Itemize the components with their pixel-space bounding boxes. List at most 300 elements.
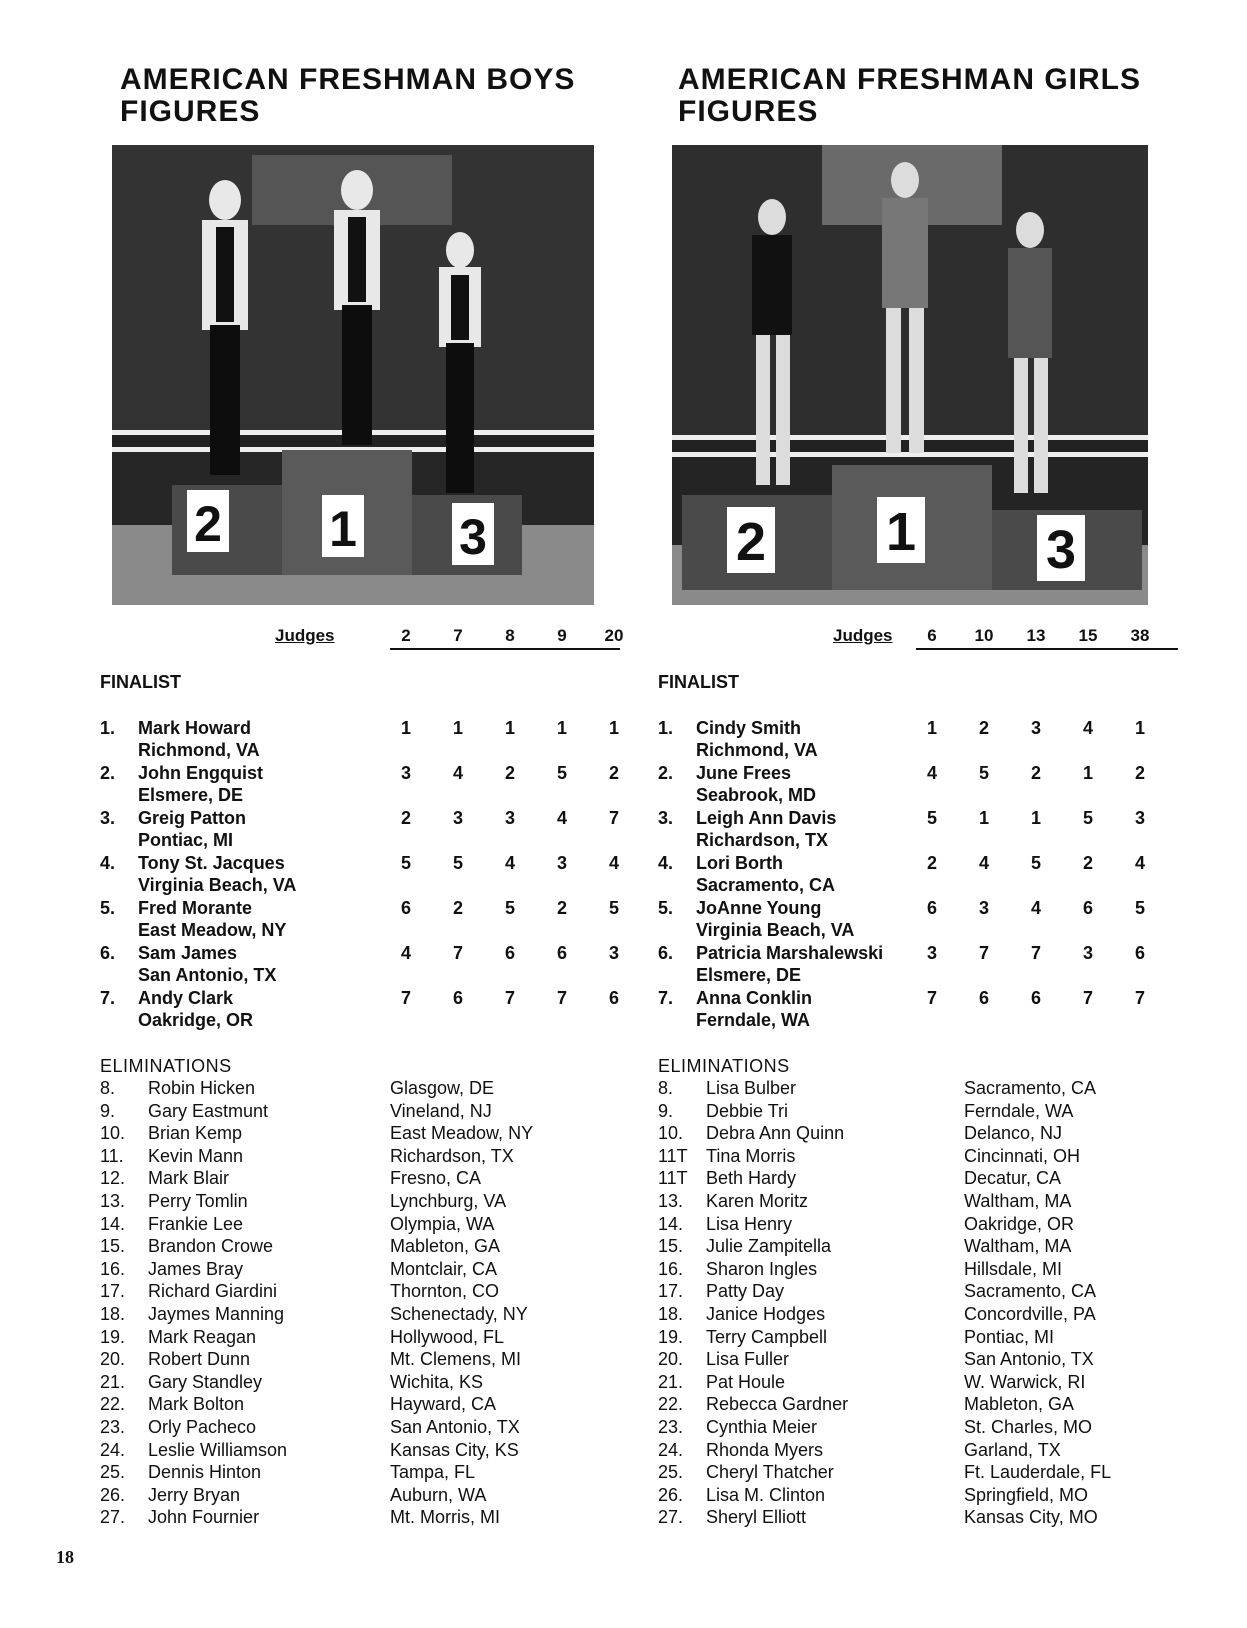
girls-podium-number: 2: [735, 512, 767, 572]
elimination-row: [100, 1146, 630, 1169]
elimination-row: [100, 1281, 630, 1304]
finalist-name: Leigh Ann Davis: [696, 808, 837, 828]
boys-judges-header: [100, 626, 630, 650]
girls-judges-header: [658, 626, 1188, 650]
elimination-row: [100, 1485, 630, 1508]
elimination-rank: 18.: [658, 1303, 684, 1324]
elimination-name: Debbie Tri: [706, 1100, 789, 1121]
judge-number: 13: [1026, 626, 1046, 645]
elimination-name: John Fournier: [148, 1507, 260, 1528]
finalist-rank: 1.: [100, 718, 116, 738]
finalist-score: 4: [1082, 718, 1093, 738]
finalist-score: 7: [1134, 988, 1145, 1008]
finalist-row: [100, 988, 630, 1033]
elimination-row: [100, 1349, 630, 1372]
elimination-name: Cynthia Meier: [706, 1416, 818, 1437]
elimination-row: [100, 1417, 630, 1440]
finalist-score: 3: [1134, 808, 1145, 828]
elimination-city: Mt. Morris, MI: [390, 1507, 500, 1528]
elimination-rank: 10.: [658, 1123, 684, 1144]
elimination-name: Julie Zampitella: [706, 1236, 832, 1257]
elimination-city: Concordville, PA: [964, 1303, 1096, 1324]
elimination-row: [658, 1417, 1188, 1440]
elimination-name: James Bray: [148, 1258, 244, 1279]
finalist-row: [100, 943, 630, 988]
judge-number: 20: [604, 626, 624, 645]
elimination-city: Hillsdale, MI: [964, 1258, 1063, 1279]
finalist-score: 5: [452, 853, 463, 873]
finalist-city: San Antonio, TX: [138, 965, 277, 985]
elimination-rank: 27.: [658, 1507, 684, 1528]
elimination-city: Tampa, FL: [390, 1462, 476, 1483]
elimination-row: [658, 1214, 1188, 1237]
elimination-rank: 9.: [658, 1100, 674, 1121]
elimination-row: [658, 1462, 1188, 1485]
girls-podium-number: 3: [1045, 520, 1077, 580]
elimination-name: Cheryl Thatcher: [706, 1462, 834, 1483]
finalist-score: 4: [1030, 898, 1041, 918]
finalist-name: Sam James: [138, 943, 238, 963]
elimination-row: [100, 1304, 630, 1327]
finalist-score: 5: [400, 853, 411, 873]
page-number: 18: [56, 1547, 74, 1567]
elimination-city: Vineland, NJ: [390, 1100, 492, 1121]
finalist-score: 5: [1082, 808, 1093, 828]
elimination-name: Lisa M. Clinton: [706, 1484, 826, 1505]
finalist-score: 7: [1030, 943, 1041, 963]
elimination-row: [658, 1304, 1188, 1327]
elimination-city: Oakridge, OR: [964, 1213, 1075, 1234]
elimination-rank: 9.: [100, 1100, 116, 1121]
finalist-row: [658, 943, 1188, 988]
finalist-city: Elsmere, DE: [138, 785, 244, 805]
finalist-name: Lori Borth: [696, 853, 783, 873]
finalist-score: 7: [400, 988, 411, 1008]
elimination-rank: 20.: [100, 1349, 126, 1370]
elimination-name: Robin Hicken: [148, 1078, 256, 1098]
elimination-rank: 14.: [658, 1213, 684, 1234]
finalist-score: 2: [608, 763, 619, 783]
judge-number: 8: [505, 626, 515, 645]
finalist-score: 3: [1082, 943, 1093, 963]
finalist-score: 2: [452, 898, 463, 918]
elimination-row: [658, 1394, 1188, 1417]
elimination-name: Perry Tomlin: [148, 1190, 248, 1211]
elimination-row: [658, 1168, 1188, 1191]
elimination-row: [658, 1327, 1188, 1350]
finalist-score: 1: [400, 718, 411, 738]
girls-podium-photo: [672, 145, 1148, 605]
finalist-score: 2: [1082, 853, 1093, 873]
elimination-name: Karen Moritz: [706, 1190, 809, 1211]
finalist-score: 6: [1030, 988, 1041, 1008]
boys-eliminations-list: [100, 1078, 630, 1530]
elimination-row: [100, 1214, 630, 1237]
finalist-rank: 3.: [100, 808, 116, 828]
finalist-rank: 6.: [100, 943, 116, 963]
finalist-row: [100, 808, 630, 853]
elimination-row: [100, 1327, 630, 1350]
finalist-score: 7: [452, 943, 463, 963]
elimination-name: Orly Pacheco: [148, 1416, 257, 1437]
judge-number: 7: [453, 626, 463, 645]
elimination-city: Waltham, MA: [964, 1236, 1072, 1257]
elimination-rank: 16.: [658, 1258, 684, 1279]
elimination-rank: 12.: [100, 1168, 126, 1189]
finalist-score: 2: [504, 763, 515, 783]
finalist-score: 3: [608, 943, 619, 963]
elimination-city: Thornton, CO: [390, 1281, 500, 1302]
elimination-rank: 21.: [100, 1371, 126, 1392]
elimination-city: Schenectady, NY: [390, 1303, 528, 1324]
girls-eliminations-heading: ELIMINATIONS: [658, 1056, 790, 1076]
elimination-city: Garland, TX: [964, 1439, 1061, 1460]
finalist-score: 5: [926, 808, 937, 828]
finalist-rank: 1.: [658, 718, 674, 738]
finalist-score: 5: [978, 763, 989, 783]
elimination-rank: 21.: [658, 1371, 684, 1392]
elimination-name: Lisa Bulber: [706, 1078, 797, 1098]
elimination-name: Rhonda Myers: [706, 1439, 824, 1460]
finalist-score: 3: [978, 898, 989, 918]
elimination-row: [100, 1372, 630, 1395]
finalist-name: Greig Patton: [138, 808, 247, 828]
elimination-city: San Antonio, TX: [390, 1416, 520, 1437]
elimination-city: Lynchburg, VA: [390, 1190, 507, 1211]
elimination-name: Terry Campbell: [706, 1326, 828, 1347]
elimination-name: Jaymes Manning: [148, 1303, 285, 1324]
boys-finalist-heading: FINALIST: [100, 672, 181, 692]
elimination-city: East Meadow, NY: [390, 1123, 534, 1144]
elimination-city: Mableton, GA: [964, 1394, 1075, 1415]
elimination-city: Glasgow, DE: [390, 1078, 495, 1098]
elimination-row: [658, 1146, 1188, 1169]
elimination-rank: 8.: [658, 1078, 674, 1098]
finalist-score: 2: [978, 718, 989, 738]
finalist-score: 3: [556, 853, 567, 873]
finalist-score: 5: [504, 898, 515, 918]
finalist-score: 4: [452, 763, 463, 783]
finalist-score: 1: [556, 718, 567, 738]
girls-eliminations-list: [658, 1078, 1188, 1530]
elimination-rank: 25.: [100, 1462, 126, 1483]
elimination-name: Kevin Mann: [148, 1145, 244, 1166]
finalist-score: 6: [1134, 943, 1145, 963]
elimination-name: Rebecca Gardner: [706, 1394, 849, 1415]
boys-podium-photo: [112, 145, 594, 605]
elimination-city: St. Charles, MO: [964, 1416, 1093, 1437]
boys-podium-number: 2: [194, 496, 222, 552]
elimination-rank: 11.: [100, 1145, 124, 1166]
judge-number: 38: [1130, 626, 1150, 645]
finalist-name: Andy Clark: [138, 988, 234, 1008]
finalist-rank: 5.: [658, 898, 674, 918]
judges-underline: [916, 648, 1178, 650]
finalist-score: 7: [608, 808, 619, 828]
elimination-rank: 19.: [658, 1326, 684, 1347]
finalist-score: 6: [1082, 898, 1093, 918]
elimination-rank: 17.: [658, 1281, 684, 1302]
finalist-name: Mark Howard: [138, 718, 252, 738]
elimination-row: [100, 1259, 630, 1282]
elimination-city: Montclair, CA: [390, 1258, 498, 1279]
judges-underline: [390, 648, 620, 650]
elimination-rank: 14.: [100, 1213, 126, 1234]
elimination-rank: 26.: [100, 1484, 126, 1505]
elimination-city: Waltham, MA: [964, 1190, 1072, 1211]
elimination-rank: 22.: [100, 1394, 126, 1415]
finalist-score: 2: [556, 898, 567, 918]
finalist-name: Patricia Marshalewski: [696, 943, 884, 963]
elimination-name: Brian Kemp: [148, 1123, 243, 1144]
finalist-score: 7: [504, 988, 515, 1008]
elimination-row: [100, 1440, 630, 1463]
elimination-row: [658, 1281, 1188, 1304]
elimination-name: Sheryl Elliott: [706, 1507, 807, 1528]
judges-label: Judges: [275, 626, 335, 645]
elimination-city: Mableton, GA: [390, 1236, 501, 1257]
elimination-city: Richardson, TX: [390, 1145, 514, 1166]
elimination-city: Sacramento, CA: [964, 1281, 1097, 1302]
finalist-city: Oakridge, OR: [138, 1010, 254, 1030]
finalist-row: [100, 853, 630, 898]
elimination-row: [100, 1236, 630, 1259]
finalist-score: 1: [1030, 808, 1041, 828]
elimination-name: Debra Ann Quinn: [706, 1123, 845, 1144]
finalist-score: 7: [556, 988, 567, 1008]
finalist-score: 7: [1082, 988, 1093, 1008]
girls-finalists-list: [658, 718, 1188, 1033]
finalist-score: 1: [504, 718, 515, 738]
finalist-city: Richmond, VA: [696, 740, 818, 760]
finalist-score: 7: [978, 943, 989, 963]
elimination-row: [658, 1485, 1188, 1508]
finalist-score: 1: [1134, 718, 1145, 738]
elimination-city: Pontiac, MI: [964, 1326, 1055, 1347]
elimination-row: [658, 1349, 1188, 1372]
elimination-row: [100, 1462, 630, 1485]
finalist-score: 6: [452, 988, 463, 1008]
elimination-row: [100, 1078, 630, 1101]
elimination-rank: 20.: [658, 1349, 684, 1370]
elimination-rank: 13.: [658, 1190, 684, 1211]
elimination-rank: 22.: [658, 1394, 684, 1415]
finalist-name: Tony St. Jacques: [138, 853, 285, 873]
finalist-city: Richardson, TX: [696, 830, 829, 850]
finalist-row: [658, 898, 1188, 943]
elimination-rank: 23.: [658, 1416, 684, 1437]
elimination-city: Auburn, WA: [390, 1484, 487, 1505]
elimination-name: Janice Hodges: [706, 1303, 826, 1324]
elimination-rank: 16.: [100, 1258, 126, 1279]
finalist-row: [658, 808, 1188, 853]
judge-number: 9: [557, 626, 567, 645]
finalist-score: 2: [1134, 763, 1145, 783]
elimination-city: Springfield, MO: [964, 1484, 1089, 1505]
elimination-name: Tina Morris: [706, 1145, 796, 1166]
boys-podium-number: 3: [459, 509, 487, 565]
finalist-score: 4: [556, 808, 567, 828]
elimination-row: [100, 1507, 630, 1530]
elimination-rank: 24.: [658, 1439, 684, 1460]
elimination-row: [658, 1372, 1188, 1395]
finalist-city: Ferndale, WA: [696, 1010, 811, 1030]
finalist-rank: 7.: [100, 988, 116, 1008]
elimination-city: Ft. Lauderdale, FL: [964, 1462, 1112, 1483]
finalist-row: [100, 763, 630, 808]
finalist-name: Fred Morante: [138, 898, 253, 918]
elimination-row: [100, 1123, 630, 1146]
finalist-row: [100, 718, 630, 763]
finalist-score: 1: [608, 718, 619, 738]
elimination-name: Leslie Williamson: [148, 1439, 288, 1460]
elimination-row: [658, 1123, 1188, 1146]
finalist-score: 6: [504, 943, 515, 963]
finalist-score: 5: [1134, 898, 1145, 918]
finalist-score: 1: [452, 718, 463, 738]
elimination-name: Patty Day: [706, 1281, 785, 1302]
elimination-city: Kansas City, KS: [390, 1439, 519, 1460]
finalist-city: Virginia Beach, VA: [696, 920, 855, 940]
girls-podium-number: 1: [885, 502, 917, 562]
finalist-name: Cindy Smith: [696, 718, 802, 738]
finalist-rank: 6.: [658, 943, 674, 963]
finalist-score: 2: [400, 808, 411, 828]
boys-finalists-list: [100, 718, 630, 1033]
elimination-rank: 18.: [100, 1303, 126, 1324]
elimination-city: W. Warwick, RI: [964, 1371, 1086, 1392]
finalist-score: 2: [926, 853, 937, 873]
elimination-rank: 15.: [100, 1236, 126, 1257]
judge-number: 15: [1078, 626, 1098, 645]
elimination-row: [658, 1507, 1188, 1530]
elimination-name: Lisa Fuller: [706, 1349, 790, 1370]
elimination-city: Decatur, CA: [964, 1168, 1062, 1189]
finalist-score: 4: [400, 943, 411, 963]
finalist-score: 5: [556, 763, 567, 783]
finalist-city: Richmond, VA: [138, 740, 260, 760]
finalist-score: 3: [452, 808, 463, 828]
elimination-city: Fresno, CA: [390, 1168, 482, 1189]
finalist-rank: 4.: [100, 853, 116, 873]
elimination-city: Hollywood, FL: [390, 1326, 505, 1347]
finalist-name: John Engquist: [138, 763, 263, 783]
elimination-name: Gary Eastmunt: [148, 1100, 269, 1121]
finalist-score: 5: [1030, 853, 1041, 873]
finalist-score: 4: [926, 763, 937, 783]
elimination-rank: 19.: [100, 1326, 126, 1347]
elimination-name: Mark Blair: [148, 1168, 230, 1189]
judge-number: 6: [927, 626, 937, 645]
finalist-rank: 3.: [658, 808, 674, 828]
elimination-city: San Antonio, TX: [964, 1349, 1094, 1370]
finalist-name: June Frees: [696, 763, 792, 783]
judges-label: Judges: [833, 626, 893, 645]
elimination-name: Frankie Lee: [148, 1213, 244, 1234]
finalist-city: Pontiac, MI: [138, 830, 234, 850]
elimination-city: Kansas City, MO: [964, 1507, 1098, 1528]
elimination-city: Cincinnati, OH: [964, 1145, 1081, 1166]
finalist-score: 3: [400, 763, 411, 783]
elimination-name: Beth Hardy: [706, 1168, 797, 1189]
finalist-rank: 5.: [100, 898, 116, 918]
elimination-rank: 27.: [100, 1507, 126, 1528]
boys-podium-number: 1: [329, 501, 357, 557]
finalist-score: 7: [926, 988, 937, 1008]
elimination-city: Sacramento, CA: [964, 1078, 1097, 1098]
finalist-score: 6: [926, 898, 937, 918]
finalist-score: 3: [926, 943, 937, 963]
elimination-rank: 11T: [658, 1145, 688, 1166]
finalist-score: 6: [556, 943, 567, 963]
elimination-name: Richard Giardini: [148, 1281, 278, 1302]
elimination-rank: 24.: [100, 1439, 126, 1460]
finalist-city: Elsmere, DE: [696, 965, 802, 985]
finalist-row: [658, 763, 1188, 808]
finalist-rank: 2.: [658, 763, 674, 783]
finalist-rank: 2.: [100, 763, 116, 783]
finalist-rank: 7.: [658, 988, 674, 1008]
elimination-row: [658, 1101, 1188, 1124]
finalist-city: Sacramento, CA: [696, 875, 836, 895]
finalist-row: [658, 718, 1188, 763]
elimination-city: Hayward, CA: [390, 1394, 497, 1415]
elimination-name: Brandon Crowe: [148, 1236, 274, 1257]
elimination-city: Mt. Clemens, MI: [390, 1349, 522, 1370]
boys-title: AMERICAN FRESHMAN BOYS FIGURES: [120, 63, 576, 128]
finalist-score: 1: [978, 808, 989, 828]
finalist-city: Virginia Beach, VA: [138, 875, 297, 895]
finalist-score: 4: [504, 853, 515, 873]
elimination-city: Delanco, NJ: [964, 1123, 1063, 1144]
elimination-row: [100, 1101, 630, 1124]
elimination-name: Mark Reagan: [148, 1326, 257, 1347]
finalist-score: 4: [1134, 853, 1145, 873]
finalist-row: [658, 988, 1188, 1033]
elimination-name: Pat Houle: [706, 1371, 786, 1392]
elimination-name: Sharon Ingles: [706, 1258, 818, 1279]
girls-finalist-heading: FINALIST: [658, 672, 739, 692]
finalist-row: [100, 898, 630, 943]
finalist-score: 6: [978, 988, 989, 1008]
elimination-row: [658, 1078, 1188, 1101]
elimination-row: [658, 1191, 1188, 1214]
finalist-score: 6: [400, 898, 411, 918]
finalist-score: 6: [608, 988, 619, 1008]
elimination-city: Olympia, WA: [390, 1213, 495, 1234]
elimination-name: Robert Dunn: [148, 1349, 251, 1370]
finalist-score: 4: [978, 853, 989, 873]
elimination-rank: 26.: [658, 1484, 684, 1505]
elimination-name: Jerry Bryan: [148, 1484, 241, 1505]
finalist-score: 1: [1082, 763, 1093, 783]
judge-number: 10: [974, 626, 994, 645]
elimination-row: [658, 1236, 1188, 1259]
elimination-rank: 23.: [100, 1416, 126, 1437]
elimination-row: [658, 1259, 1188, 1282]
finalist-city: Seabrook, MD: [696, 785, 817, 805]
elimination-row: [658, 1440, 1188, 1463]
elimination-row: [100, 1191, 630, 1214]
finalist-score: 2: [1030, 763, 1041, 783]
elimination-name: Mark Bolton: [148, 1394, 245, 1415]
finalist-score: 4: [608, 853, 619, 873]
elimination-rank: 25.: [658, 1462, 684, 1483]
elimination-name: Gary Standley: [148, 1371, 263, 1392]
finalist-name: JoAnne Young: [696, 898, 822, 918]
elimination-rank: 8.: [100, 1078, 116, 1098]
finalist-score: 5: [608, 898, 619, 918]
